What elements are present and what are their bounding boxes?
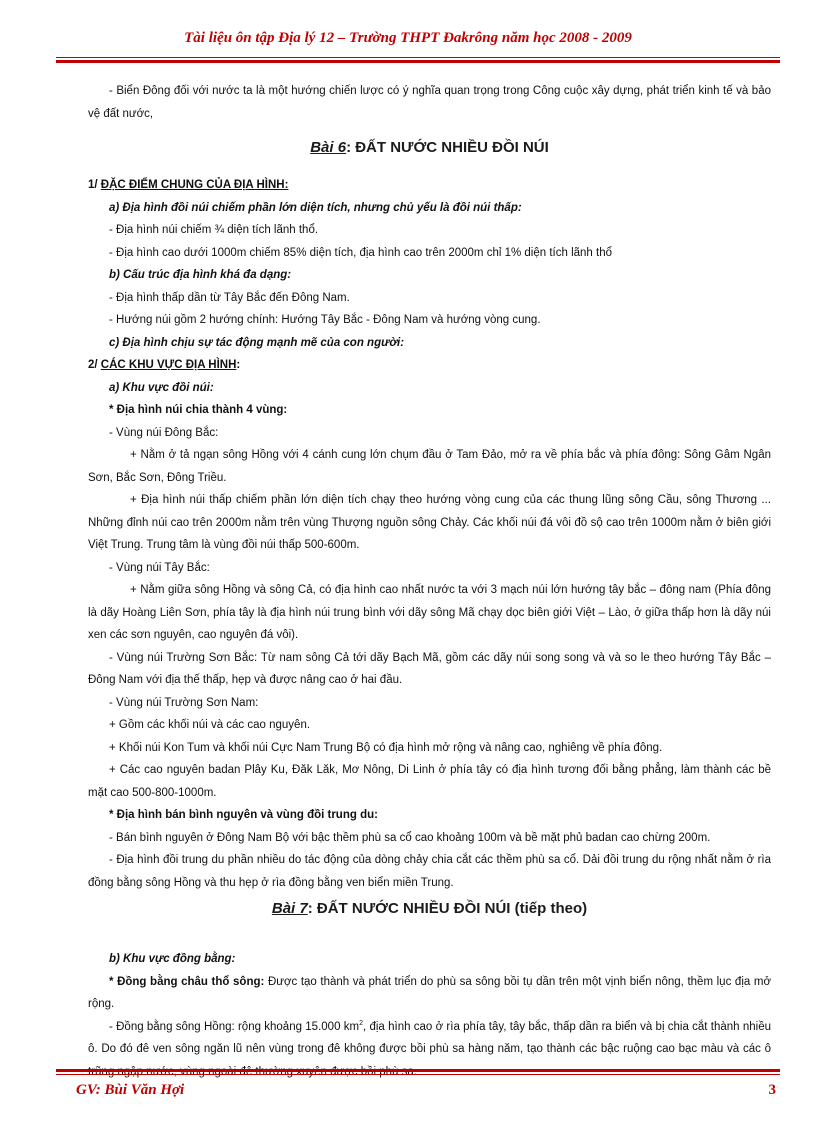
s3-song-hong-pre: - Đồng bằng sông Hồng: rộng khoảng 15.000 km — [109, 1020, 360, 1033]
footer-rule-thick — [56, 1069, 780, 1072]
lesson-6-title — [88, 137, 771, 159]
lesson-6-heading: : ĐẤT NƯỚC NHIỀU ĐỒI NÚI — [346, 139, 549, 156]
s1-c-heading: c) Địa hình chịu sự tác động mạnh mẽ của con người: — [109, 336, 405, 349]
s2-truong-son-nam-2: + Khối núi Kon Tum và khối núi Cực Nam Trung Bộ có địa hình mở rộng và nâng cao, nghiêng về phía đông. — [109, 741, 663, 754]
footer-rule-thin — [56, 1074, 780, 1075]
intro-paragraph: - Biển Đông đối với nước ta là một hướng chiến lược có ý nghĩa quan trọng trong Công cuộc xây dựng, phát triển kinh tế và bảo vệ đất nước, — [88, 85, 771, 120]
page-number: 3 — [768, 1082, 776, 1098]
s2-star1: * Địa hình núi chia thành 4 vùng: — [109, 404, 288, 416]
lesson-6-number: Bài 6 — [310, 139, 347, 156]
section-1-prefix: 1/ — [88, 179, 101, 191]
s3-chau-tho-label: * Đồng bằng châu thổ sông: — [109, 975, 265, 988]
section-2-title: CÁC KHU VỰC ĐỊA HÌNH — [100, 359, 237, 371]
section-1-heading — [88, 174, 771, 197]
spacer — [88, 934, 771, 948]
s2-tay-bac-1: + Nằm giữa sông Hồng và sông Cả, có địa hình cao nhất nước ta với 3 mạch núi lớn hướng tây bắc – đông nam (Phía đông là dãy Hoàng Liên Sơn, phía tây là địa hình núi trung bình với dãy sông Mã chạy dọc biên giới Việt – Lào, ở giữa thấp hơn là dãy núi xen các sơn nguyên, cao nguyên đá vôi). — [88, 584, 771, 641]
s2-tay-bac: - Vùng núi Tây Bắc: — [109, 561, 210, 574]
header-rule-thick — [56, 60, 780, 63]
s2-truong-son-nam-1: + Gồm các khối núi và các cao nguyên. — [109, 719, 311, 731]
s1-b-line2: - Hướng núi gồm 2 hướng chính: Hướng Tây Bắc - Đông Nam và hướng vòng cung. — [109, 314, 541, 326]
s3-b-heading: b) Khu vực đồng bằng: — [109, 953, 236, 965]
s2-ban-binh-nguyen-1: - Bán bình nguyên ở Đông Nam Bộ với bậc thềm phù sa cổ cao khoảng 100m và bề mặt phủ badan cao chừng 200m. — [109, 831, 711, 844]
s3-song-hong-sup: 2 — [359, 1019, 363, 1027]
s2-dong-bac: - Vùng núi Đông Bắc: — [109, 426, 219, 439]
lesson-7-title — [88, 898, 771, 920]
s2-a-heading: a) Khu vực đồi núi: — [109, 381, 214, 394]
s3-song-hong — [88, 1016, 771, 1084]
section-2-colon: : — [236, 359, 241, 371]
s2-truong-son-nam: - Vùng núi Trường Sơn Nam: — [109, 696, 259, 709]
s3-song-hong-post: , địa hình cao ở rìa phía tây, tây bắc, thấp dần ra biển và bị chia cắt thành nhiều ô. Do đó đê ven sông ngăn lũ nên vùng trong đê không được bồi phù sa hàng năm, tạo thành các bậc ruộng cao bạc màu và các ô trũng ngập nước, vùng ngoài đê thường xuyên được bồi phù sa. — [88, 1020, 771, 1078]
s3-chau-tho-text: Được tạo thành và phát triển do phù sa sông bồi tụ dần trên một vịnh biển nông, thềm lục địa mở rộng. — [88, 975, 771, 1010]
s2-dong-bac-2: + Địa hình núi thấp chiếm phần lớn diện tích chạy theo hướng vòng cung của các thung lũng sông Cầu, sông Thương ... Những đỉnh núi cao trên 2000m nằm trên vùng Thượng nguồn sông Chảy. Các khối núi đá vôi đồ sộ cao trên 1000m nằm ở biên giới Việt Trung. Trung tâm là vùng đồi núi thấp 500-600m. — [88, 494, 771, 551]
s2-dong-bac-1: + Nằm ở tả ngạn sông Hồng với 4 cánh cung lớn chụm đầu ở Tam Đảo, mở ra về phía bắc và phía đông: Sông Gâm Ngân Sơn, Bắc Sơn, Đông Triều. — [88, 449, 771, 484]
section-2-prefix: 2/ — [88, 359, 101, 371]
lesson-7-number: Bài 7 — [271, 900, 308, 917]
document-body — [88, 80, 771, 1083]
s1-a-heading: a) Địa hình đồi núi chiếm phần lớn diện tích, nhưng chủ yếu là đồi núi thấp: — [109, 201, 522, 214]
header-rule-thin — [56, 57, 780, 58]
s1-a-line2: - Địa hình cao dưới 1000m chiếm 85% diện tích, địa hình cao trên 2000m chỉ 1% diện tích lãnh thổ — [109, 246, 613, 259]
footer-author: GV: Bùi Văn Hợi — [76, 1082, 185, 1098]
s2-star2: * Địa hình bán bình nguyên và vùng đồi trung du: — [109, 809, 378, 821]
section-2-heading — [88, 354, 771, 377]
lesson-7-heading: : ĐẤT NƯỚC NHIỀU ĐỒI NÚI (tiếp theo) — [307, 900, 588, 917]
page-header: Tài liệu ôn tập Địa lý 12 – Trường THPT Đakrông năm học 2008 - 2009 — [184, 30, 632, 46]
section-1-title: ĐẶC ĐIỂM CHUNG CỦA ĐỊA HÌNH: — [100, 179, 289, 191]
s1-b-line1: - Địa hình thấp dần từ Tây Bắc đến Đông Nam. — [109, 291, 350, 304]
s1-a-line1: - Địa hình núi chiếm ¾ diện tích lãnh thổ. — [109, 224, 319, 236]
s1-b-heading: b) Cấu trúc địa hình khá đa dạng: — [109, 269, 292, 281]
s2-ban-binh-nguyen-2: - Địa hình đồi trung du phần nhiều do tác động của dòng chảy chia cắt các thềm phù sa cổ. Dải đồi trung du rộng nhất nằm ở rìa đồng bằng sông Hồng và thu hẹp ở rìa đồng bằng ven biển miền Trung. — [88, 854, 771, 889]
s2-truong-son-nam-3: + Các cao nguyên badan Plây Ku, Đăk Lăk, Mơ Nông, Di Linh ở phía tây có địa hình tương đối bằng phẳng, làm thành các bề mặt cao 500-800-1000m. — [88, 764, 771, 799]
s3-chau-tho — [88, 971, 771, 1016]
s2-truong-son-bac: - Vùng núi Trường Sơn Bắc: Từ nam sông Cả tới dãy Bạch Mã, gồm các dãy núi song song và và so le theo hướng Tây Bắc – Đông Nam với địa thế thấp, hẹp và được nâng cao ở hai đầu. — [88, 651, 771, 686]
